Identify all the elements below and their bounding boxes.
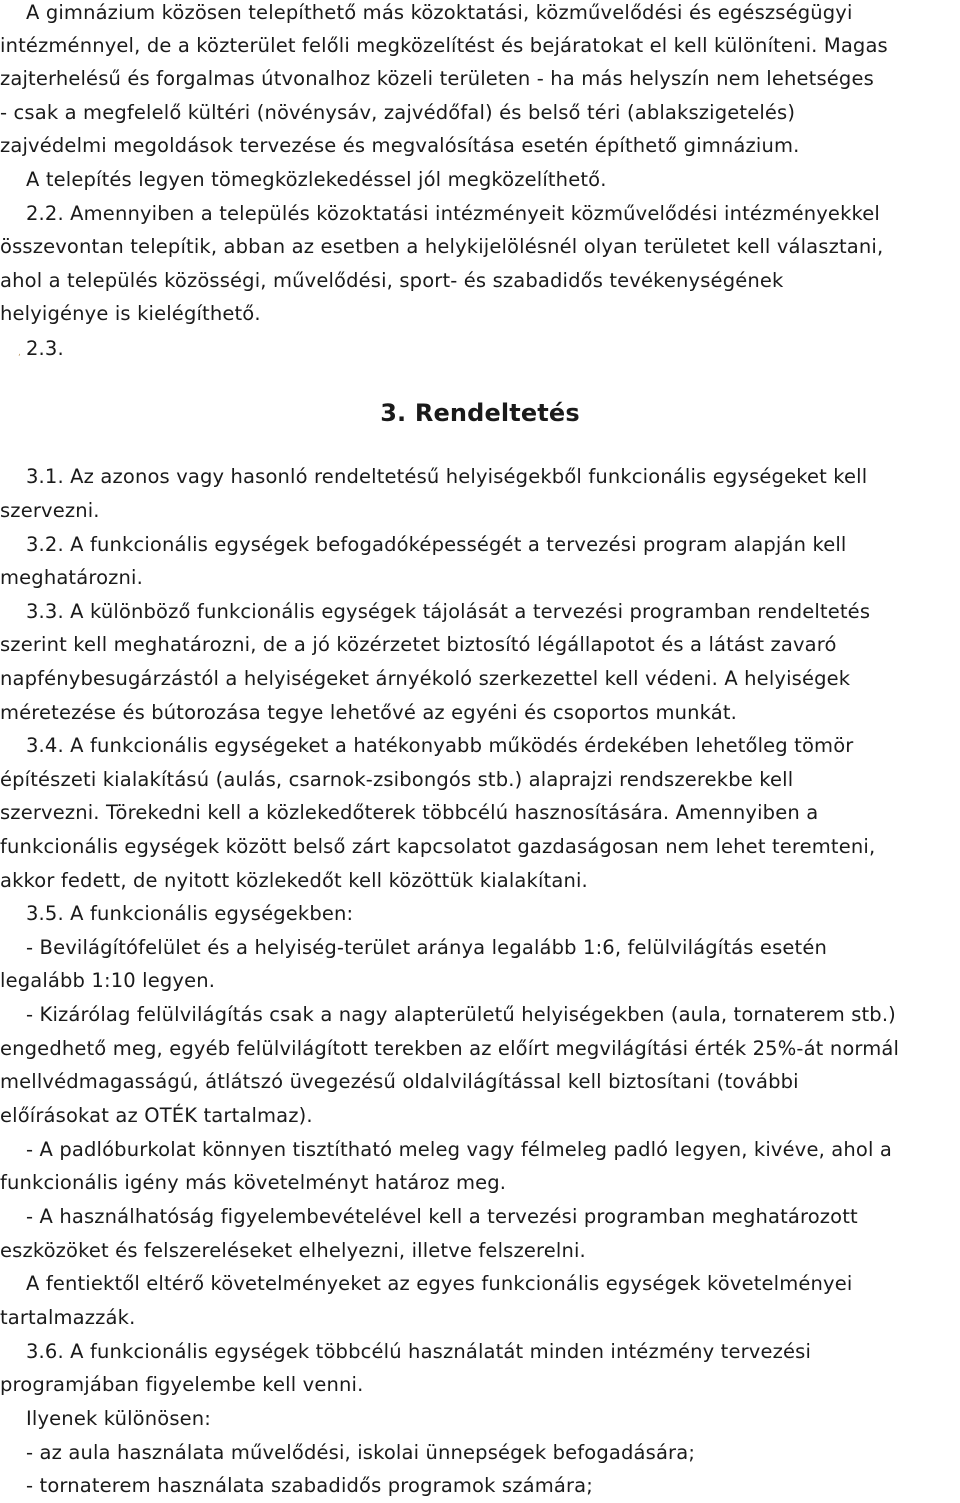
text-line: 3.2. A funkcionális egységek befogadóképességét a tervezési program alapján kell <box>26 533 847 556</box>
text-line: engedhető meg, egyéb felülvilágított terekben az előírt megvilágítási érték 25%-át normál <box>0 1037 900 1060</box>
text-line: ahol a település közösségi, művelődési, sport- és szabadidős tevékenységének <box>0 269 784 292</box>
text-line: 3.5. A funkcionális egységekben: <box>26 902 354 925</box>
text-line: - A padlóburkolat könnyen tisztítható meleg vagy félmeleg padló legyen, kivéve, ahol a <box>26 1138 892 1161</box>
text-line: meghatározni. <box>0 566 143 589</box>
text-line: 3.1. Az azonos vagy hasonló rendeltetésű helyiségekből funkcionális egységeket kell <box>26 465 868 488</box>
section-heading: 3. Rendeltetés <box>380 399 580 427</box>
text-line: - A használhatóság figyelembevételével kell a tervezési programban meghatározott <box>26 1205 858 1228</box>
text-line: zajvédelmi megoldások tervezése és megvalósítása esetén építhető gimnázium. <box>0 134 800 157</box>
text-line: összevontan telepítik, abban az esetben a helykijelölésnél olyan területet kell választani, <box>0 235 884 258</box>
text-line: 3.6. A funkcionális egységek többcélú használatát minden intézmény tervezési <box>26 1340 812 1363</box>
text-line: legalább 1:10 legyen. <box>0 969 216 992</box>
text-line: A gimnázium közösen telepíthető más közoktatási, közművelődési és egészségügyi <box>26 1 853 24</box>
text-line: szervezni. <box>0 499 100 522</box>
text-line: - Kizárólag felülvilágítás csak a nagy alapterületű helyiségekben (aula, tornaterem stb.) <box>26 1003 896 1026</box>
margin-mark <box>18 336 21 366</box>
text-line: - Bevilágítófelület és a helyiség-terület aránya legalább 1:6, felülvilágítás esetén <box>26 936 827 959</box>
text-line: A fentiektől eltérő követelményeket az egyes funkcionális egységek követelményei <box>26 1272 853 1295</box>
text-line: mellvédmagasságú, átlátszó üvegezésű oldalvilágítással kell biztosítani (további <box>0 1070 799 1093</box>
text-line: tartalmazzák. <box>0 1306 136 1329</box>
text-line: Ilyenek különösen: <box>26 1407 212 1430</box>
text-line: helyigénye is kielégíthető. <box>0 302 261 325</box>
text-line: programjában figyelembe kell venni. <box>0 1373 364 1396</box>
text-line: építészeti kialakítású (aulás, csarnok-zsibongós stb.) alaprajzi rendszerekbe kell <box>0 768 794 791</box>
text-line: szerint kell meghatározni, de a jó közérzetet biztosító légállapotot és a látást zavaró <box>0 633 837 656</box>
text-line: A telepítés legyen tömegközlekedéssel jól megközelíthető. <box>26 168 607 191</box>
text-line: szervezni. Törekedni kell a közlekedőterek többcélú hasznosítására. Amennyiben a <box>0 801 819 824</box>
text-line: - tornaterem használata szabadidős programok számára; <box>26 1474 593 1497</box>
text-line: előírásokat az OTÉK tartalmaz). <box>0 1104 313 1127</box>
text-line: eszközöket és felszereléseket elhelyezni, illetve felszerelni. <box>0 1239 586 1262</box>
section-number: 2.3. <box>26 337 64 360</box>
text-line: - csak a megfelelő kültéri (növénysáv, zajvédőfal) és belső téri (ablakszigetelés) <box>0 101 796 124</box>
text-line: intézménnyel, de a közterület felőli megközelítést és bejáratokat el kell különíteni. Magas <box>0 34 888 57</box>
text-line: - az aula használata művelődési, iskolai ünnepségek befogadására; <box>26 1441 696 1464</box>
text-line: funkcionális igény más követelményt határoz meg. <box>0 1171 507 1194</box>
text-line: funkcionális egységek között belső zárt kapcsolatot gazdaságosan nem lehet teremteni, <box>0 835 876 858</box>
comma-mark: , <box>18 348 22 358</box>
text-line: 2.2. Amennyiben a település közoktatási intézményeit közművelődési intézményekkel <box>26 202 880 225</box>
text-line: méretezése és bútorozása tegye lehetővé az egyéni és csoportos munkát. <box>0 701 737 724</box>
text-line: napfénybesugárzástól a helyiségeket árnyékoló szerkezettel kell védeni. A helyiségek <box>0 667 851 690</box>
text-line: akkor fedett, de nyitott közlekedőt kell közöttük kialakítani. <box>0 869 588 892</box>
text-line: zajterhelésű és forgalmas útvonalhoz közeli területen - ha más helyszín nem lehetséges <box>0 67 874 90</box>
text-line: 3.4. A funkcionális egységeket a hatékonyabb működés érdekében lehetőleg tömör <box>26 734 854 757</box>
text-line: 3.3. A különböző funkcionális egységek tájolását a tervezési programban rendeltetés <box>26 600 871 623</box>
